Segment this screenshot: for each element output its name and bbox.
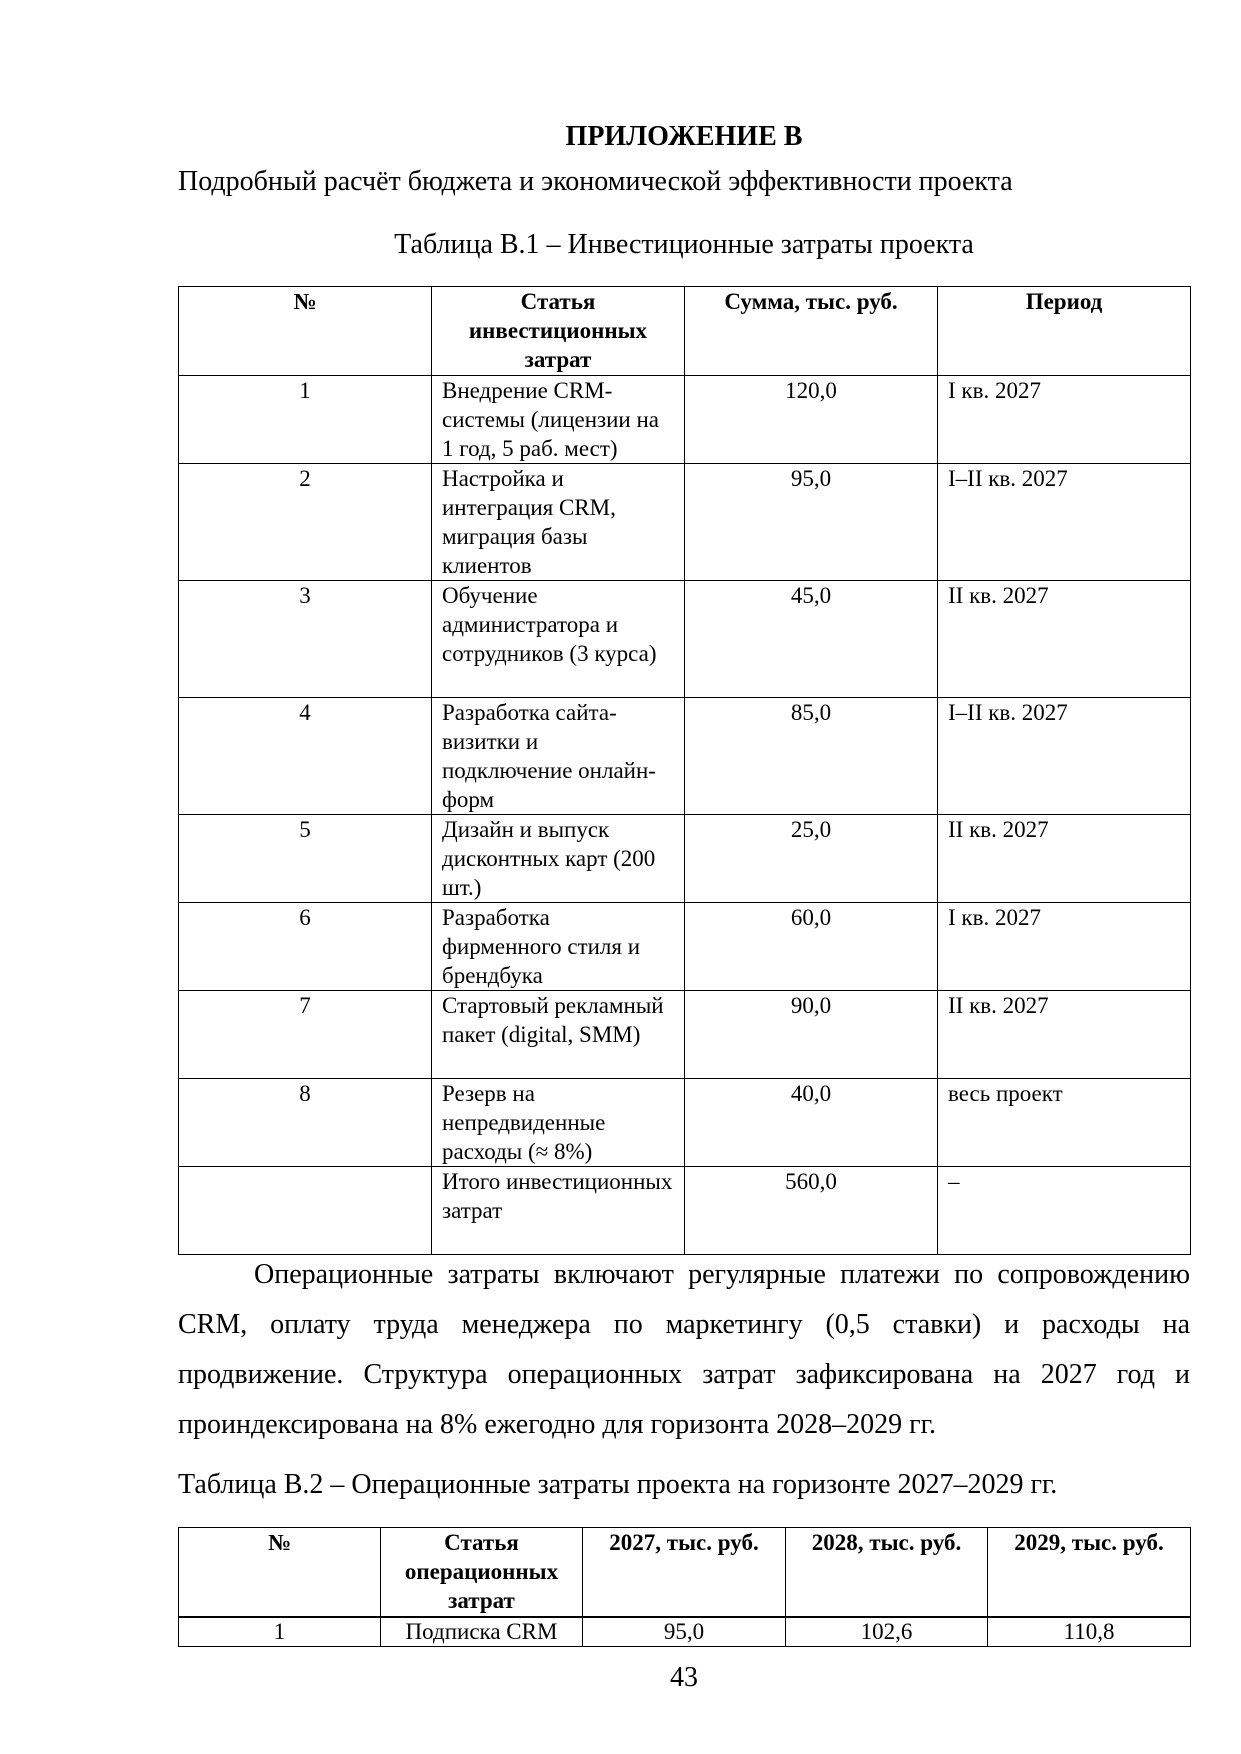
row-sum: 60,0: [685, 903, 938, 991]
header-item: Статья инвестиционных затрат: [432, 287, 685, 376]
total-row: [179, 1167, 1191, 1255]
row-item: Разработка сайта-визитки и подключение онлайн-форм: [432, 698, 685, 815]
row-2027: 95,0: [583, 1617, 786, 1647]
table-row: [179, 1617, 1191, 1647]
header-sum: Сумма, тыс. руб.: [685, 287, 938, 376]
table-row: [179, 1079, 1191, 1167]
row-item: Дизайн и выпуск дисконтных карт (200 шт.): [432, 815, 685, 903]
row-num: 8: [179, 1079, 432, 1167]
table-row: [179, 581, 1191, 698]
row-2029: 110,8: [988, 1617, 1191, 1647]
row-period: I–II кв. 2027: [938, 698, 1191, 815]
row-num: 3: [179, 581, 432, 698]
row-num: 1: [179, 1617, 381, 1647]
header-2029: 2029, тыс. руб.: [988, 1528, 1191, 1618]
row-item: Стартовый рекламный пакет (digital, SMM): [432, 991, 685, 1079]
row-period: II кв. 2027: [938, 991, 1191, 1079]
row-period: весь проект: [938, 1079, 1191, 1167]
page-number: 43: [670, 1662, 698, 1693]
row-num: 1: [179, 376, 432, 464]
row-period: I–II кв. 2027: [938, 464, 1191, 581]
row-num: 6: [179, 903, 432, 991]
row-sum: 85,0: [685, 698, 938, 815]
row-num: [179, 1167, 432, 1255]
header-period: Период: [938, 287, 1191, 376]
table-header-row: [179, 1528, 1191, 1618]
row-num: 5: [179, 815, 432, 903]
table-row: [179, 991, 1191, 1079]
appendix-subtitle: Подробный расчёт бюджета и экономической эффективности проекта: [178, 166, 1013, 197]
investment-costs-table: [178, 286, 1191, 1255]
row-sum: 90,0: [685, 991, 938, 1079]
row-sum: 40,0: [685, 1079, 938, 1167]
row-period: II кв. 2027: [938, 815, 1191, 903]
row-item: Резерв на непредвиденные расходы (≈ 8%): [432, 1079, 685, 1167]
row-period: I кв. 2027: [938, 903, 1191, 991]
row-period: II кв. 2027: [938, 581, 1191, 698]
operating-costs-table: [178, 1527, 1191, 1647]
table-row: [179, 698, 1191, 815]
row-item: Обучение администратора и сотрудников (3 курса): [432, 581, 685, 698]
row-num: 4: [179, 698, 432, 815]
row-item: Подписка CRM: [381, 1617, 583, 1647]
row-item: Разработка фирменного стиля и брендбука: [432, 903, 685, 991]
table2-caption: Таблица В.2 – Операционные затраты проекта на горизонте 2027–2029 гг.: [178, 1469, 1058, 1500]
row-item: Внедрение CRM-системы (лицензии на 1 год, 5 раб. мест): [432, 376, 685, 464]
row-num: 2: [179, 464, 432, 581]
row-num: 7: [179, 991, 432, 1079]
row-sum: 45,0: [685, 581, 938, 698]
table-row: [179, 903, 1191, 991]
row-sum: 120,0: [685, 376, 938, 464]
operating-costs-paragraph: Операционные затраты включают регулярные платежи по сопровождению CRM, оплату труда менеджера по маркетингу (0,5 ставки) и расходы на продвижение. Структура операционных затрат зафиксирована на 2027 год и проиндексирована на 8% ежегодно для горизонта 2028–2029 гг.: [178, 1259, 1190, 1440]
table1-caption: Таблица В.1 – Инвестиционные затраты проекта: [394, 229, 974, 260]
appendix-title: ПРИЛОЖЕНИЕ В: [565, 121, 803, 152]
table-row: [179, 376, 1191, 464]
table-header-row: [179, 287, 1191, 376]
row-sum: 95,0: [685, 464, 938, 581]
header-2027: 2027, тыс. руб.: [583, 1528, 786, 1618]
row-sum: 25,0: [685, 815, 938, 903]
row-period: –: [938, 1167, 1191, 1255]
header-2028: 2028, тыс. руб.: [786, 1528, 988, 1618]
row-2028: 102,6: [786, 1617, 988, 1647]
row-period: I кв. 2027: [938, 376, 1191, 464]
header-item: Статья операционных затрат: [381, 1528, 583, 1618]
table-row: [179, 815, 1191, 903]
table-row: [179, 464, 1191, 581]
row-item: Настройка и интеграция CRM, миграция базы клиентов: [432, 464, 685, 581]
header-num: №: [179, 287, 432, 376]
header-num: №: [179, 1528, 381, 1618]
row-sum: 560,0: [685, 1167, 938, 1255]
row-item: Итого инвестиционных затрат: [432, 1167, 685, 1255]
